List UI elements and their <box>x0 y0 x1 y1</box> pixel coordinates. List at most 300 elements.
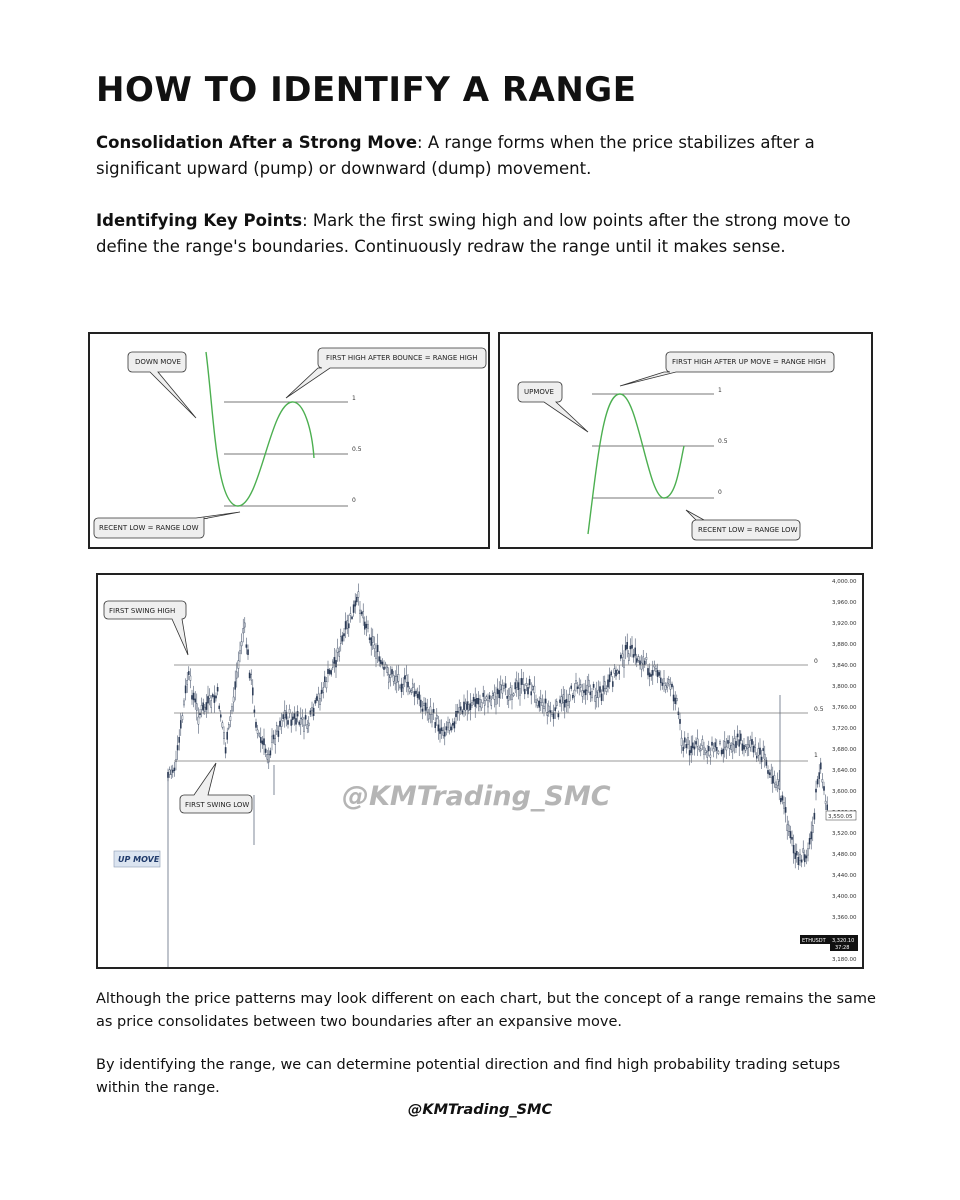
candle-body <box>689 750 690 755</box>
candle-body <box>308 723 309 726</box>
up-move-tag <box>114 851 160 867</box>
price-axis <box>832 579 857 963</box>
candle-body <box>711 742 712 745</box>
candle-body <box>257 730 258 734</box>
candle-body <box>569 695 570 702</box>
candle-body <box>516 681 517 688</box>
candle-body <box>748 745 749 748</box>
diagram-up-move <box>498 332 873 549</box>
fib-label: 0.5 <box>814 706 824 713</box>
candle-body <box>796 851 797 855</box>
candle-body <box>628 654 629 661</box>
candle-body <box>508 696 509 700</box>
candle-body <box>655 668 656 672</box>
candle-body <box>513 694 514 696</box>
candle-body <box>452 723 453 725</box>
candle-body <box>553 713 554 719</box>
candle-body <box>779 781 780 789</box>
candle-body <box>337 648 338 652</box>
candle-body <box>334 657 335 663</box>
candle-body <box>743 745 744 749</box>
candle-body <box>579 685 580 688</box>
candle-body <box>479 699 480 707</box>
candle-body <box>180 720 181 728</box>
candle-body <box>267 754 268 759</box>
candle-body <box>531 692 532 696</box>
current-price: 3,550.05 <box>828 814 853 820</box>
candle-body <box>190 676 191 681</box>
candle-body <box>271 736 272 742</box>
symbol-name: ETHUSDT <box>802 938 826 944</box>
candle-body <box>363 611 364 618</box>
candle-body <box>481 702 482 708</box>
candle-body <box>769 773 770 775</box>
candle-body <box>238 661 239 669</box>
candle-body <box>537 701 538 706</box>
candle-body <box>633 654 634 657</box>
price-axis-label: 3,400.00 <box>832 894 857 900</box>
callout-range-low <box>94 512 240 538</box>
candle-body <box>207 696 208 703</box>
candle-body <box>398 674 399 681</box>
candle-body <box>596 692 597 697</box>
candle-body <box>422 709 423 712</box>
candle-body <box>265 749 266 753</box>
candle-body <box>511 695 512 700</box>
callout-range-low <box>686 510 800 540</box>
callout-first-swing-high <box>104 601 188 655</box>
candle-body <box>497 689 498 694</box>
candle-body <box>612 682 613 687</box>
candle-body <box>251 674 252 680</box>
candle-body <box>339 652 340 657</box>
callout-first-swing-low <box>180 763 252 813</box>
candle-body <box>494 692 495 699</box>
price-axis-label: 3,960.00 <box>832 600 857 606</box>
candle-body <box>470 704 471 710</box>
candle-body <box>505 684 506 688</box>
candle-body <box>662 683 663 686</box>
callout-label: FIRST SWING HIGH <box>109 607 176 615</box>
candle-body <box>395 677 396 684</box>
candle-body <box>694 747 695 750</box>
candle-body <box>473 697 474 701</box>
candle-body <box>702 740 703 746</box>
candle-body <box>631 645 632 648</box>
price-chart <box>96 573 864 969</box>
callout-label: RECENT LOW = RANGE LOW <box>99 524 199 532</box>
candle-body <box>201 705 202 709</box>
candle-body <box>783 802 784 808</box>
candle-body <box>627 642 628 649</box>
candle-body <box>814 813 815 819</box>
candle-body <box>523 679 524 685</box>
candle-body <box>185 686 186 693</box>
candle-body <box>270 751 271 756</box>
candle-body <box>467 702 468 710</box>
price-curve <box>588 394 684 534</box>
candle-body <box>727 740 728 743</box>
candle-body <box>230 717 231 721</box>
candle-body <box>439 729 440 734</box>
candle-body <box>436 715 437 719</box>
candle-body <box>487 700 488 707</box>
candle-body <box>478 698 479 704</box>
candle-body <box>500 684 501 690</box>
candle-body <box>739 740 740 747</box>
candle-body <box>324 677 325 682</box>
candle-body <box>492 694 493 696</box>
candle-body <box>449 723 450 731</box>
candle-body <box>455 711 456 717</box>
candle-body <box>383 667 384 670</box>
candle-body <box>414 691 415 696</box>
candle-body <box>412 684 413 688</box>
candle-body <box>785 807 786 812</box>
candle-body <box>177 745 178 750</box>
candle-body <box>747 744 748 748</box>
candle-body <box>243 628 244 633</box>
up-move-label: UP MOVE <box>118 855 160 864</box>
candle-body <box>526 683 527 685</box>
candle-body <box>670 684 671 689</box>
candle-body <box>820 763 821 769</box>
candle-body <box>630 646 631 649</box>
candle-body <box>580 685 581 688</box>
candle-body <box>615 670 616 676</box>
callout-range-high <box>286 348 486 398</box>
price-axis-label: 3,720.00 <box>832 726 857 732</box>
candle-body <box>619 671 620 674</box>
symbol-time: 37:28 <box>835 945 850 951</box>
candle-body <box>521 678 522 685</box>
signature: @KMTrading_SMC <box>407 1102 553 1118</box>
candle-body <box>310 711 311 715</box>
candle-body <box>599 687 600 693</box>
candle-body <box>823 786 824 790</box>
candle-body <box>644 661 645 665</box>
candle-body <box>595 696 596 702</box>
candle-body <box>795 853 796 859</box>
candle-body <box>775 784 776 788</box>
price-axis-label: 3,880.00 <box>832 642 857 648</box>
candle-body <box>241 642 242 646</box>
callout-label: RECENT LOW = RANGE LOW <box>698 526 798 534</box>
candle-body <box>774 775 775 783</box>
candle-body <box>735 741 736 747</box>
candle-body <box>510 688 511 695</box>
price-axis-label: 3,440.00 <box>832 873 857 879</box>
candle-body <box>291 720 292 726</box>
candle-body <box>227 732 228 739</box>
candle-body <box>385 664 386 667</box>
candle-body <box>609 675 610 682</box>
candle-body <box>819 773 820 779</box>
candle-body <box>806 856 807 858</box>
candle-body <box>255 722 256 727</box>
watermark: @KMTrading_SMC <box>342 781 611 812</box>
symbol-price: 3,320.10 <box>832 938 855 944</box>
candle-body <box>486 697 487 699</box>
candle-body <box>719 741 720 744</box>
candle-body <box>182 716 183 720</box>
candle-body <box>539 701 540 708</box>
candle-body <box>399 686 400 688</box>
price-axis-label: 3,640.00 <box>832 768 857 774</box>
fib-label: 1 <box>814 752 818 759</box>
candle-body <box>377 645 378 652</box>
candle-body <box>249 673 250 678</box>
candle-body <box>827 805 828 810</box>
candle-body <box>369 638 370 640</box>
candle-body <box>663 679 664 683</box>
candle-body <box>590 692 591 695</box>
candle-body <box>275 739 276 745</box>
candle-body <box>425 703 426 711</box>
candle-body <box>750 740 751 747</box>
candle-body <box>726 747 727 750</box>
candle-body <box>807 849 808 855</box>
candle-body <box>459 708 460 713</box>
candle-body <box>491 700 492 706</box>
candle-body <box>825 801 826 804</box>
candle-body <box>791 837 792 839</box>
candle-body <box>327 669 328 674</box>
candle-body <box>356 597 357 602</box>
candle-body <box>676 698 677 701</box>
candle-body <box>423 703 424 706</box>
candle-body <box>299 722 300 725</box>
candle-body <box>563 695 564 703</box>
candle-body <box>767 770 768 773</box>
candle-body <box>171 770 172 775</box>
candle-body <box>372 636 373 642</box>
candle-body <box>527 687 528 694</box>
candle-body <box>443 730 444 735</box>
candle-body <box>222 723 223 728</box>
candle-body <box>543 706 544 709</box>
candle-body <box>641 663 642 669</box>
candle-body <box>593 684 594 687</box>
candle-body <box>204 707 205 712</box>
candle-body <box>679 719 680 723</box>
candle-body <box>420 700 421 707</box>
candle-body <box>646 657 647 659</box>
candle-body <box>331 671 332 675</box>
candle-body <box>246 645 247 648</box>
callout-upmove <box>518 382 588 432</box>
callout-label: UPMOVE <box>524 388 554 396</box>
candle-body <box>681 738 682 746</box>
candle-body <box>252 688 253 695</box>
candle-body <box>790 831 791 838</box>
candle-body <box>732 744 733 751</box>
candle-body <box>371 638 372 646</box>
candle-body <box>427 708 428 713</box>
candle-body <box>607 680 608 688</box>
candle-body <box>571 686 572 689</box>
candle-body <box>603 686 604 692</box>
candle-body <box>745 747 746 751</box>
candle-body <box>302 717 303 719</box>
candle-body <box>519 689 520 695</box>
candle-body <box>675 698 676 704</box>
candle-body <box>284 710 285 718</box>
candle-body <box>585 690 586 695</box>
candle-body <box>390 675 391 678</box>
candle-body <box>217 687 218 691</box>
callout-label: FIRST HIGH AFTER UP MOVE = RANGE HIGH <box>672 358 826 366</box>
candle-body <box>364 622 365 629</box>
candle-body <box>577 687 578 689</box>
candle-body <box>684 738 685 743</box>
candle-body <box>671 684 672 687</box>
candle-body <box>758 749 759 756</box>
candle-body <box>409 689 410 692</box>
candle-body <box>691 746 692 753</box>
candle-body <box>233 697 234 702</box>
candle-body <box>326 682 327 688</box>
candle-body <box>723 749 724 754</box>
candle-body <box>260 737 261 742</box>
candle-body <box>393 675 394 681</box>
candle-body <box>502 685 503 693</box>
section-consolidation <box>96 130 866 182</box>
callout-label: FIRST SWING LOW <box>185 801 250 809</box>
candle-body <box>534 686 535 693</box>
candle-body <box>174 768 175 771</box>
candle-body <box>699 748 700 750</box>
candle-body <box>206 702 207 709</box>
candle-body <box>223 732 224 738</box>
candle-body <box>734 738 735 745</box>
candle-body <box>188 671 189 674</box>
candle-body <box>583 691 584 693</box>
candle-body <box>636 659 637 663</box>
candle-body <box>283 715 284 719</box>
price-axis-label: 3,520.00 <box>832 831 857 837</box>
candle-body <box>700 749 701 751</box>
candle-body <box>446 727 447 731</box>
candle-body <box>319 699 320 705</box>
candle-body <box>542 702 543 705</box>
candle-body <box>407 682 408 687</box>
candle-body <box>292 717 293 720</box>
price-axis-label: 3,840.00 <box>832 663 857 669</box>
candle-body <box>345 621 346 629</box>
candle-body <box>564 700 565 707</box>
candle-body <box>375 652 376 659</box>
price-axis-label: 3,680.00 <box>832 747 857 753</box>
level-label: 1 <box>352 395 356 402</box>
candle-body <box>587 685 588 691</box>
price-axis-label: 3,480.00 <box>832 852 857 858</box>
candle-body <box>279 721 280 726</box>
candle-body <box>435 722 436 727</box>
candle-body <box>359 610 360 614</box>
page-title: HOW TO IDENTIFY A RANGE <box>96 70 637 110</box>
price-axis-label: 3,360.00 <box>832 915 857 921</box>
current-price-tag <box>826 811 856 820</box>
candle-body <box>273 735 274 739</box>
candle-body <box>755 745 756 748</box>
candle-body <box>172 770 173 773</box>
candle-body <box>503 685 504 688</box>
candle-body <box>703 747 704 755</box>
candle-body <box>374 645 375 649</box>
candle-body <box>713 748 714 752</box>
candle-body <box>281 720 282 727</box>
candle-body <box>705 750 706 753</box>
candle-body <box>315 700 316 703</box>
candle-body <box>380 660 381 664</box>
candle-body <box>489 696 490 699</box>
section-key-points <box>96 208 866 260</box>
candle-body <box>340 637 341 644</box>
candle-body <box>721 750 722 754</box>
candle-body <box>687 737 688 744</box>
candle-body <box>556 702 557 706</box>
candle-body <box>187 680 188 684</box>
candle-body <box>313 708 314 716</box>
candle-body <box>660 678 661 683</box>
candle-body <box>803 849 804 853</box>
candle-body <box>295 718 296 724</box>
candle-body <box>236 672 237 678</box>
candle-body <box>643 657 644 665</box>
candle-body <box>259 734 260 736</box>
candle-body <box>468 705 469 711</box>
candle-body <box>788 825 789 832</box>
price-axis-label: 3,180.00 <box>832 957 857 963</box>
candle-body <box>545 699 546 703</box>
candle-body <box>611 672 612 675</box>
candlestick-series <box>167 584 827 968</box>
candle-body <box>798 857 799 865</box>
candle-body <box>574 690 575 696</box>
candle-body <box>396 676 397 683</box>
candle-body <box>321 690 322 694</box>
candle-body <box>387 668 388 673</box>
candle-body <box>219 706 220 709</box>
candle-body <box>495 697 496 704</box>
callout-down-move <box>128 352 196 418</box>
candle-body <box>211 700 212 707</box>
candle-body <box>652 670 653 675</box>
level-label: 0 <box>718 489 722 496</box>
candle-body <box>231 707 232 712</box>
candle-body <box>235 682 236 690</box>
candle-body <box>198 717 199 724</box>
candle-body <box>347 621 348 629</box>
candle-body <box>419 692 420 700</box>
callout-label: DOWN MOVE <box>135 358 181 366</box>
candle-body <box>598 690 599 698</box>
candle-body <box>247 650 248 655</box>
candle-body <box>804 855 805 862</box>
candle-body <box>582 691 583 697</box>
candle-body <box>404 676 405 679</box>
candle-body <box>638 657 639 661</box>
candle-body <box>782 796 783 801</box>
candle-body <box>575 681 576 684</box>
candle-body <box>811 832 812 839</box>
candle-body <box>657 670 658 676</box>
candle-body <box>763 748 764 750</box>
candle-body <box>179 737 180 742</box>
candle-body <box>815 789 816 792</box>
price-axis-label: 3,920.00 <box>832 621 857 627</box>
